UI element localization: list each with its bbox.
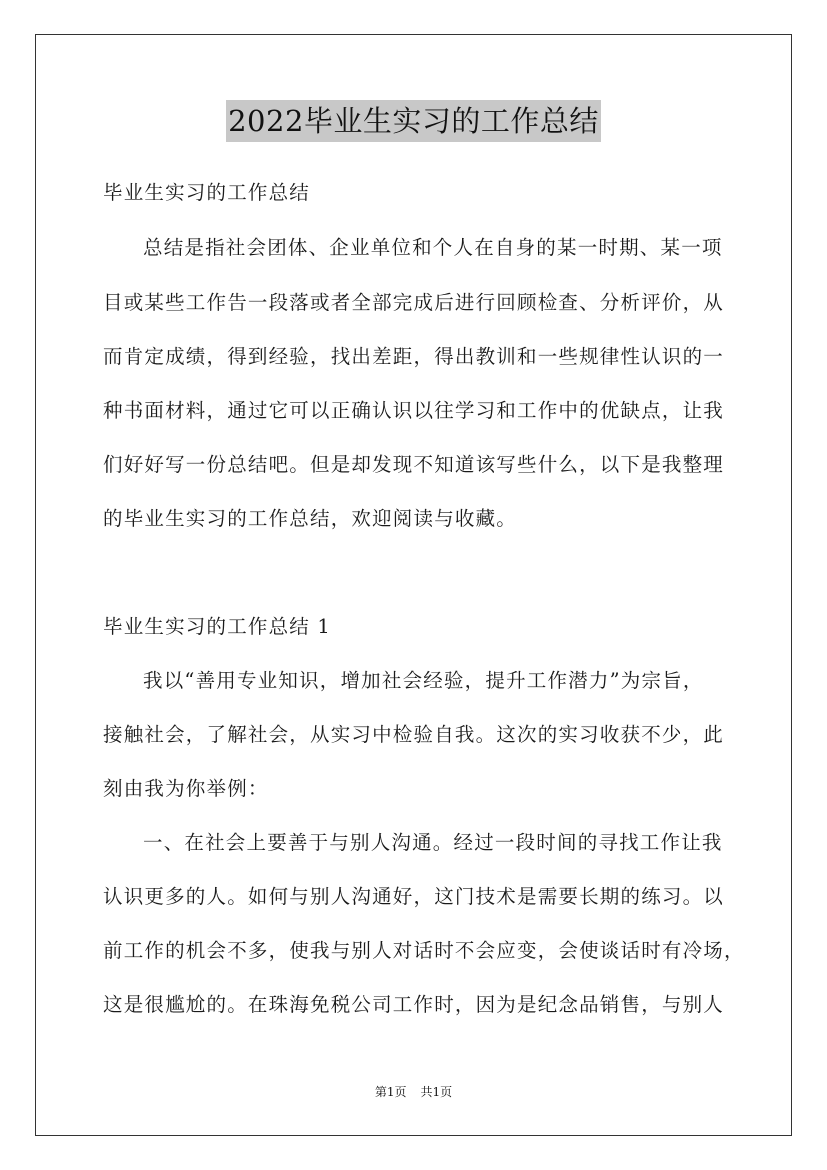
- paragraph-line: 一、在社会上要善于与别人沟通。经过一段时间的寻找工作让我: [143, 831, 723, 854]
- title-container: [0, 100, 827, 142]
- subtitle-line: 毕业生实习的工作总结: [103, 181, 311, 204]
- paragraph-line: 种书面材料，通过它可以正确认识以往学习和工作中的优缺点，让我: [103, 399, 725, 422]
- paragraph-line: 我以“善用专业知识，增加社会经验，提升工作潜力”为宗旨，: [143, 669, 704, 692]
- paragraph-line: 而肯定成绩，得到经验，找出差距，得出教训和一些规律性认识的一: [103, 345, 725, 368]
- paragraph-line: 们好好写一份总结吧。但是却发现不知道该写些什么，以下是我整理: [103, 453, 725, 476]
- paragraph-line: 刻由我为你举例：: [103, 777, 269, 800]
- page-number: 第1页: [374, 1085, 407, 1099]
- paragraph-line: 接触社会，了解社会，从实习中检验自我。这次的实习收获不少，此: [103, 723, 725, 746]
- document-title: 2022毕业生实习的工作总结: [226, 100, 601, 142]
- paragraph-line: 认识更多的人。如何与别人沟通好，这门技术是需要长期的练习。以: [103, 885, 725, 908]
- paragraph-line: 前工作的机会不多，使我与别人对话时不会应变，会使谈话时有冷场，: [103, 939, 745, 962]
- paragraph-line: 的毕业生实习的工作总结，欢迎阅读与收藏。: [103, 507, 518, 530]
- section-heading: 毕业生实习的工作总结 1: [103, 615, 332, 638]
- page-footer: [0, 1084, 827, 1100]
- paragraph-line: 总结是指社会团体、企业单位和个人在自身的某一时期、某一项: [143, 236, 723, 259]
- page-total: 共1页: [420, 1085, 453, 1099]
- paragraph-line: 这是很尴尬的。在珠海免税公司工作时，因为是纪念品销售，与别人: [103, 993, 725, 1016]
- paragraph-line: 目或某些工作告一段落或者全部完成后进行回顾检查、分析评价，从: [103, 291, 725, 314]
